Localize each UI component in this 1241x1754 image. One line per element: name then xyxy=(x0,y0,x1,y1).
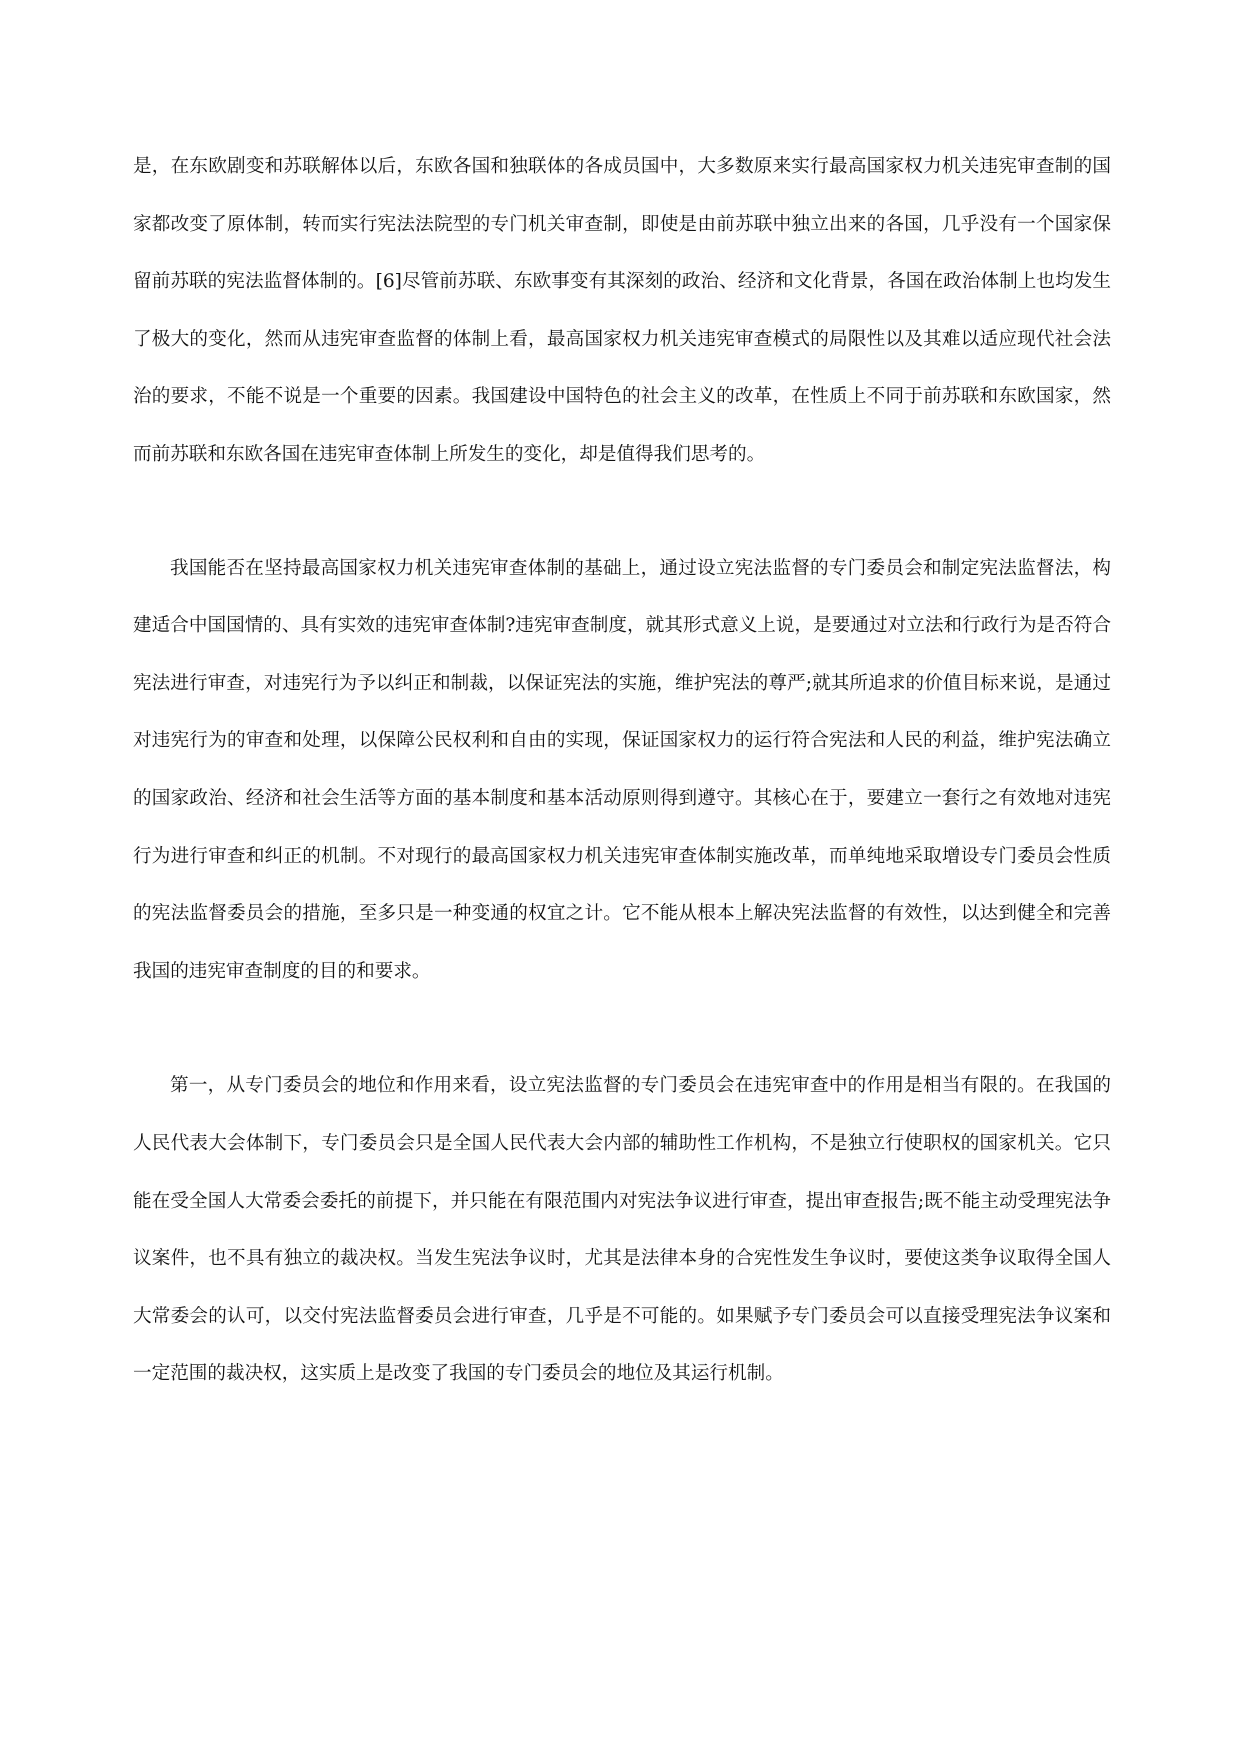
document-body xyxy=(133,138,1111,1403)
paragraph-spacer xyxy=(133,1000,1111,1057)
paragraph-first-point: 第一，从专门委员会的地位和作用来看，设立宪法监督的专门委员会在违宪审查中的作用是相当有限的。在我国的人民代表大会体制下，专门委员会只是全国人民代表大会内部的辅助性工作机构，不是独立行使职权的国家机关。它只能在受全国人大常委会委托的前提下，并只能在有限范围内对宪法争议进行审查，提出审查报告;既不能主动受理宪法争议案件，也不具有独立的裁决权。当发生宪法争议时，尤其是法律本身的合宪性发生争议时，要使这类争议取得全国人大常委会的认可，以交付宪法监督委员会进行审查，几乎是不可能的。如果赋予专门委员会可以直接受理宪法争议案和一定范围的裁决权，这实质上是改变了我国的专门委员会的地位及其运行机制。 xyxy=(133,1075,1111,1385)
paragraph-continued: 是，在东欧剧变和苏联解体以后，东欧各国和独联体的各成员国中，大多数原来实行最高国家权力机关违宪审查制的国家都改变了原体制，转而实行宪法法院型的专门机关审查制，即使是由前苏联中独立出来的各国，几乎没有一个国家保留前苏联的宪法监督体制的。[6]尽管前苏联、东欧事变有其深刻的政治、经济和文化背景，各国在政治体制上也均发生了极大的变化，然而从违宪审查监督的体制上看，最高国家权力机关违宪审查模式的局限性以及其难以适应现代社会法治的要求，不能不说是一个重要的因素。我国建设中国特色的社会主义的改革，在性质上不同于前苏联和东欧国家，然而前苏联和东欧各国在违宪审查体制上所发生的变化，却是值得我们思考的。 xyxy=(133,156,1111,465)
paragraph-spacer xyxy=(133,484,1111,540)
paragraph-review-system: 我国能否在坚持最高国家权力机关违宪审查体制的基础上，通过设立宪法监督的专门委员会和制定宪法监督法，构建适合中国国情的、具有实效的违宪审查体制?违宪审查制度，就其形式意义上说，是要通过对立法和行政行为是否符合宪法进行审查，对违宪行为予以纠正和制裁，以保证宪法的实施，维护宪法的尊严;就其所追求的价值目标来说，是通过对违宪行为的审查和处理，以保障公民权利和自由的实现，保证国家权力的运行符合宪法和人民的利益，维护宪法确立的国家政治、经济和社会生活等方面的基本制度和基本活动原则得到遵守。其核心在于，要建立一套行之有效地对违宪行为进行审查和纠正的机制。不对现行的最高国家权力机关违宪审查体制实施改革，而单纯地采取增设专门委员会性质的宪法监督委员会的措施，至多只是一种变通的权宜之计。它不能从根本上解决宪法监督的有效性，以达到健全和完善我国的违宪审查制度的目的和要求。 xyxy=(133,557,1111,982)
